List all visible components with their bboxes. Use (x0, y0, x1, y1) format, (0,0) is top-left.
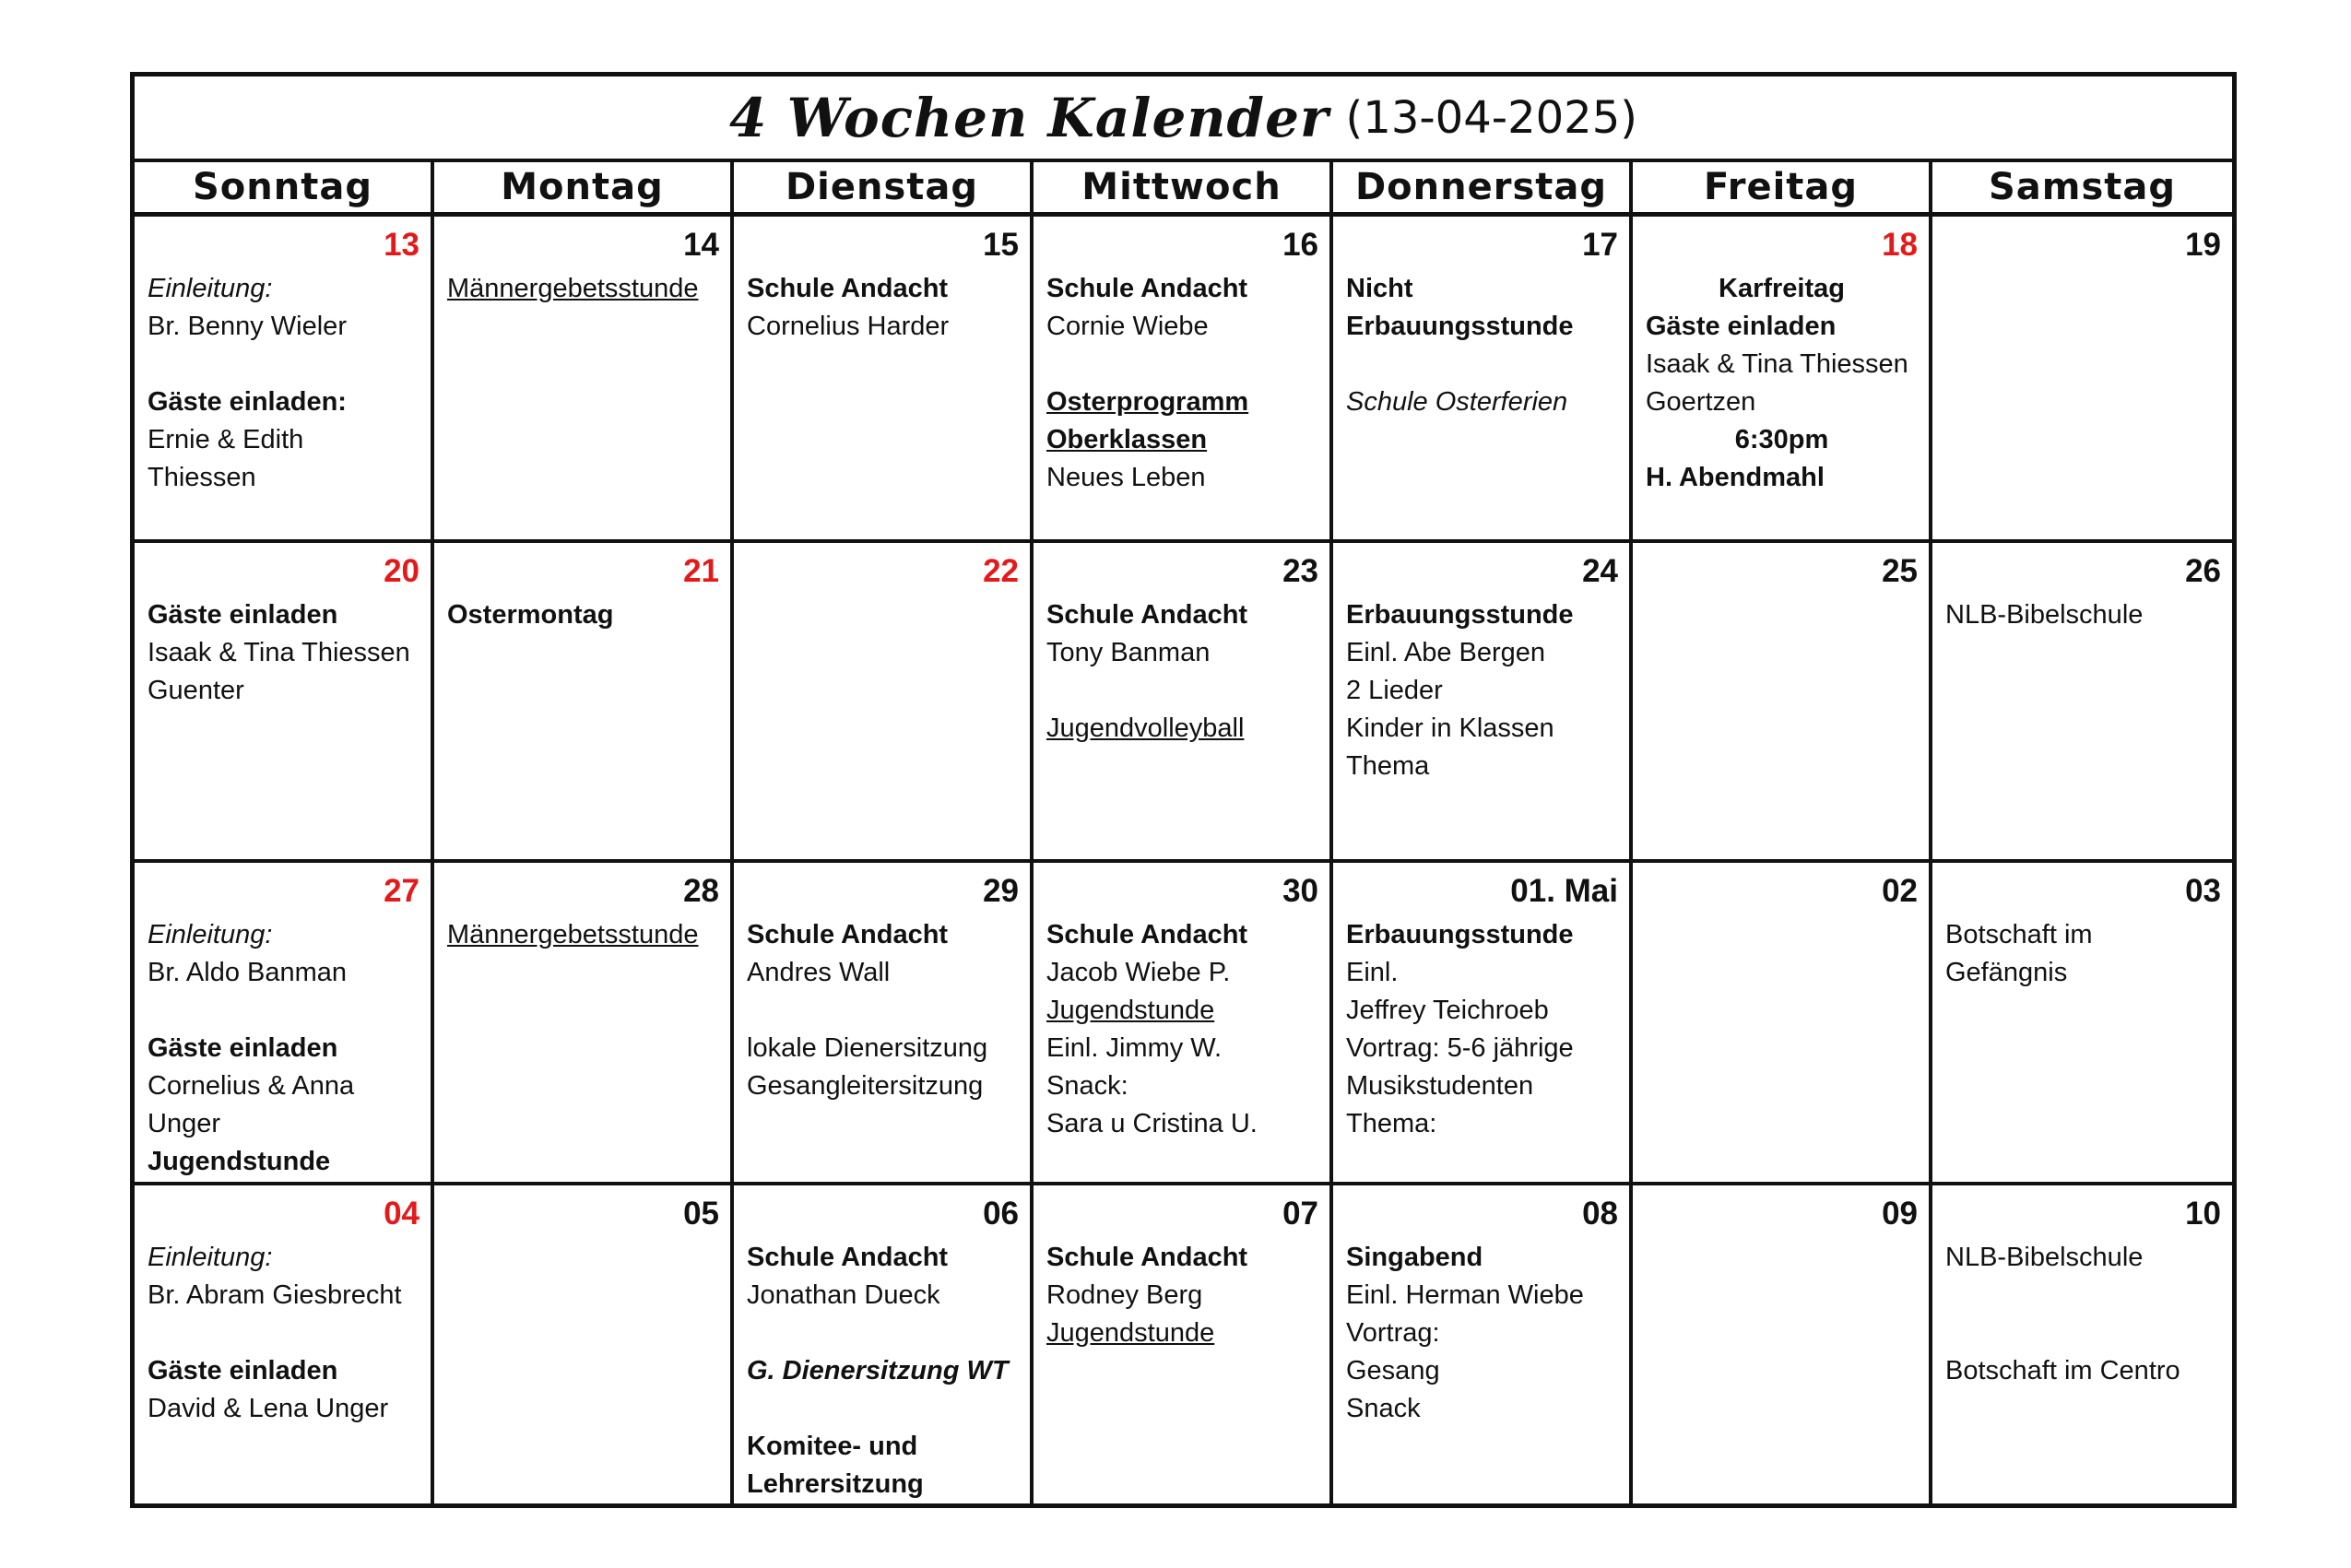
event-line: Jeffrey Teichroeb (1346, 996, 1549, 1025)
event-line (747, 1390, 1019, 1428)
event-line: Cornie Wiebe (1046, 312, 1209, 341)
day-number: 14 (683, 227, 719, 263)
weekday-header-tuesday: Dienstag (734, 162, 1034, 217)
weekday-header-saturday: Samstag (1932, 162, 2232, 217)
day-cell (734, 1185, 1034, 1503)
event-line: Isaak & Tina Thiessen (148, 638, 410, 667)
event-line: Vortrag: (1346, 1318, 1440, 1348)
day-cell (135, 1185, 434, 1503)
event-line (1346, 346, 1618, 383)
event-line: Isaak & Tina Thiessen (1646, 349, 1908, 379)
event-line: Nicht (1346, 274, 1413, 303)
event-line: Ernie & Edith (148, 425, 304, 454)
event-line: Guenter (148, 676, 244, 705)
event-line (1945, 1315, 2221, 1352)
event-line: Gefängnis (1945, 958, 2068, 987)
day-cell (1034, 217, 1333, 543)
event-line: Gäste einladen: (148, 387, 347, 417)
day-cell (1633, 217, 1932, 543)
day-number: 22 (983, 553, 1019, 589)
event-line: Jugendstunde (1046, 1318, 1215, 1348)
day-number: 07 (1282, 1196, 1318, 1232)
event-line: Männergebetsstunde (447, 920, 699, 949)
event-line: Schule Andacht (747, 274, 949, 303)
event-line: Snack (1346, 1394, 1421, 1423)
day-number: 20 (384, 553, 419, 589)
event-line: 2 Lieder (1346, 676, 1443, 705)
day-cell (734, 217, 1034, 543)
event-line: Br. Benny Wieler (148, 312, 347, 341)
event-line (747, 992, 1019, 1030)
event-line: Einleitung: (148, 274, 273, 303)
event-line: Gesang (1346, 1356, 1440, 1385)
day-number: 21 (683, 553, 719, 589)
event-line: Einl. Herman Wiebe (1346, 1280, 1584, 1310)
event-line: Rodney Berg (1046, 1280, 1203, 1310)
event-line: Gäste einladen (148, 600, 338, 630)
event-line (148, 1315, 419, 1352)
event-line (1945, 1277, 2221, 1315)
event-line (1046, 672, 1318, 710)
weekday-header-friday: Freitag (1633, 162, 1932, 217)
event-line: Goertzen (1646, 387, 1756, 417)
day-cell (1932, 543, 2232, 863)
day-cell (1932, 217, 2232, 543)
day-cell (1333, 1185, 1633, 1503)
event-line: NLB-Bibelschule (1945, 600, 2144, 630)
day-number: 13 (384, 227, 419, 263)
event-line: Erbauungsstunde (1346, 600, 1574, 630)
day-number: 30 (1282, 873, 1318, 909)
day-number: 27 (384, 873, 419, 909)
day-number: 24 (1582, 553, 1618, 589)
day-number: 18 (1882, 227, 1918, 263)
day-number: 29 (983, 873, 1019, 909)
event-line: Erbauungsstunde (1346, 312, 1574, 341)
weekday-header-wednesday: Mittwoch (1034, 162, 1333, 217)
event-line (747, 1315, 1019, 1352)
day-cell (1932, 1185, 2232, 1503)
weekday-header-sunday: Sonntag (135, 162, 434, 217)
event-line: Botschaft im (1945, 920, 2093, 949)
day-number: 16 (1282, 227, 1318, 263)
day-cell (1633, 863, 1932, 1185)
day-number: 01. Mai (1510, 873, 1618, 909)
event-line: Schule Andacht (1046, 274, 1248, 303)
event-line: Einl. Jimmy W. (1046, 1033, 1223, 1063)
event-line: Ostermontag (447, 600, 614, 630)
event-line: Br. Aldo Banman (148, 958, 348, 987)
event-line: Kinder in Klassen (1346, 713, 1554, 743)
event-line: Singabend (1346, 1243, 1483, 1272)
event-line: NLB-Bibelschule (1945, 1243, 2144, 1272)
day-cell (734, 863, 1034, 1185)
event-line: Schule Andacht (1046, 600, 1248, 630)
event-line: Snack: (1046, 1071, 1128, 1101)
calendar-title-main: 4 Wochen Kalender (729, 86, 1329, 149)
day-number: 15 (983, 227, 1019, 263)
event-line: Einleitung: (148, 920, 273, 949)
day-cell (1633, 543, 1932, 863)
day-cell (1034, 1185, 1333, 1503)
day-cell (434, 217, 734, 543)
event-line: Jacob Wiebe P. (1046, 958, 1231, 987)
day-number: 19 (2185, 227, 2221, 263)
event-line: Schule Andacht (747, 920, 949, 949)
event-line: Unger (148, 1109, 220, 1138)
event-line: Jugendstunde (1046, 996, 1215, 1025)
event-line: Gäste einladen (148, 1033, 338, 1063)
event-line: Schule Osterferien (1346, 387, 1568, 417)
event-line: Gäste einladen (148, 1356, 338, 1385)
event-line: Gesangleitersitzung (747, 1071, 984, 1101)
event-line: 6:30pm (1734, 425, 1829, 454)
event-line: Br. Abram Giesbrecht (148, 1280, 402, 1310)
day-number: 06 (983, 1196, 1019, 1232)
event-line (1046, 346, 1318, 383)
event-line: Oberklassen (1046, 425, 1208, 454)
day-cell (1034, 543, 1333, 863)
event-line: H. Abendmahl (1646, 463, 1825, 492)
event-line: Komitee- und (747, 1432, 918, 1461)
event-line: Sara u Cristina U. (1046, 1109, 1258, 1138)
event-line: Jugendstunde (148, 1147, 331, 1176)
event-line: Cornelius Harder (747, 312, 950, 341)
day-number: 25 (1882, 553, 1918, 589)
event-line: Vortrag: 5-6 jährige (1346, 1033, 1574, 1063)
day-number: 09 (1882, 1196, 1918, 1232)
day-number: 03 (2185, 873, 2221, 909)
event-line: Jugendvolleyball (1046, 713, 1245, 743)
event-line: Schule Andacht (1046, 920, 1248, 949)
calendar-title-date: (13-04-2025) (1345, 91, 1637, 144)
day-cell (1333, 863, 1633, 1185)
event-line (148, 992, 419, 1030)
day-cell (135, 217, 434, 543)
event-line: Jonathan Dueck (747, 1280, 940, 1310)
event-line: Osterprogramm (1046, 387, 1249, 417)
event-line: Thema (1346, 751, 1430, 781)
event-line: Cornelius & Anna (148, 1071, 355, 1101)
day-number: 23 (1282, 553, 1318, 589)
day-number: 26 (2185, 553, 2221, 589)
event-line: Botschaft im Centro (1945, 1356, 2180, 1385)
day-cell (1633, 1185, 1932, 1503)
day-number: 08 (1582, 1196, 1618, 1232)
day-cell (1932, 863, 2232, 1185)
event-line (148, 346, 419, 383)
event-line: Thema: (1346, 1109, 1437, 1138)
event-line: Einl. Abe Bergen (1346, 638, 1546, 667)
event-line: Einl. (1346, 958, 1399, 987)
event-line: Schule Andacht (747, 1243, 949, 1272)
day-cell (1333, 543, 1633, 863)
day-number: 04 (384, 1196, 419, 1232)
event-line: Schule Andacht (1046, 1243, 1248, 1272)
day-number: 10 (2185, 1196, 2221, 1232)
day-cell (434, 863, 734, 1185)
calendar-grid (130, 72, 2237, 1508)
day-number: 02 (1882, 873, 1918, 909)
weekday-header-monday: Montag (434, 162, 734, 217)
event-line: Gäste einladen (1646, 312, 1837, 341)
day-number: 28 (683, 873, 719, 909)
event-line: David & Lena Unger (148, 1394, 389, 1423)
event-line: Andres Wall (747, 958, 891, 987)
event-line: Lehrersitzung (747, 1469, 924, 1499)
day-cell (135, 863, 434, 1185)
day-number: 17 (1582, 227, 1618, 263)
day-cell (734, 543, 1034, 863)
event-line: G. Dienersitzung WT (747, 1356, 1009, 1385)
day-cell (1034, 863, 1333, 1185)
day-cell (434, 543, 734, 863)
day-cell (434, 1185, 734, 1503)
event-line: Karfreitag (1719, 274, 1845, 303)
day-cell (135, 543, 434, 863)
event-line: Tony Banman (1046, 638, 1211, 667)
event-line: Thiessen (148, 463, 256, 492)
weekday-header-thursday: Donnerstag (1333, 162, 1633, 217)
day-number: 05 (683, 1196, 719, 1232)
event-line: Musikstudenten (1346, 1071, 1534, 1101)
calendar-title (135, 77, 2232, 162)
day-cell (1333, 217, 1633, 543)
event-line: Einleitung: (148, 1243, 273, 1272)
event-line: Neues Leben (1046, 463, 1206, 492)
event-line: Männergebetsstunde (447, 274, 699, 303)
event-line: lokale Dienersitzung (747, 1033, 988, 1063)
event-line: Erbauungsstunde (1346, 920, 1574, 949)
